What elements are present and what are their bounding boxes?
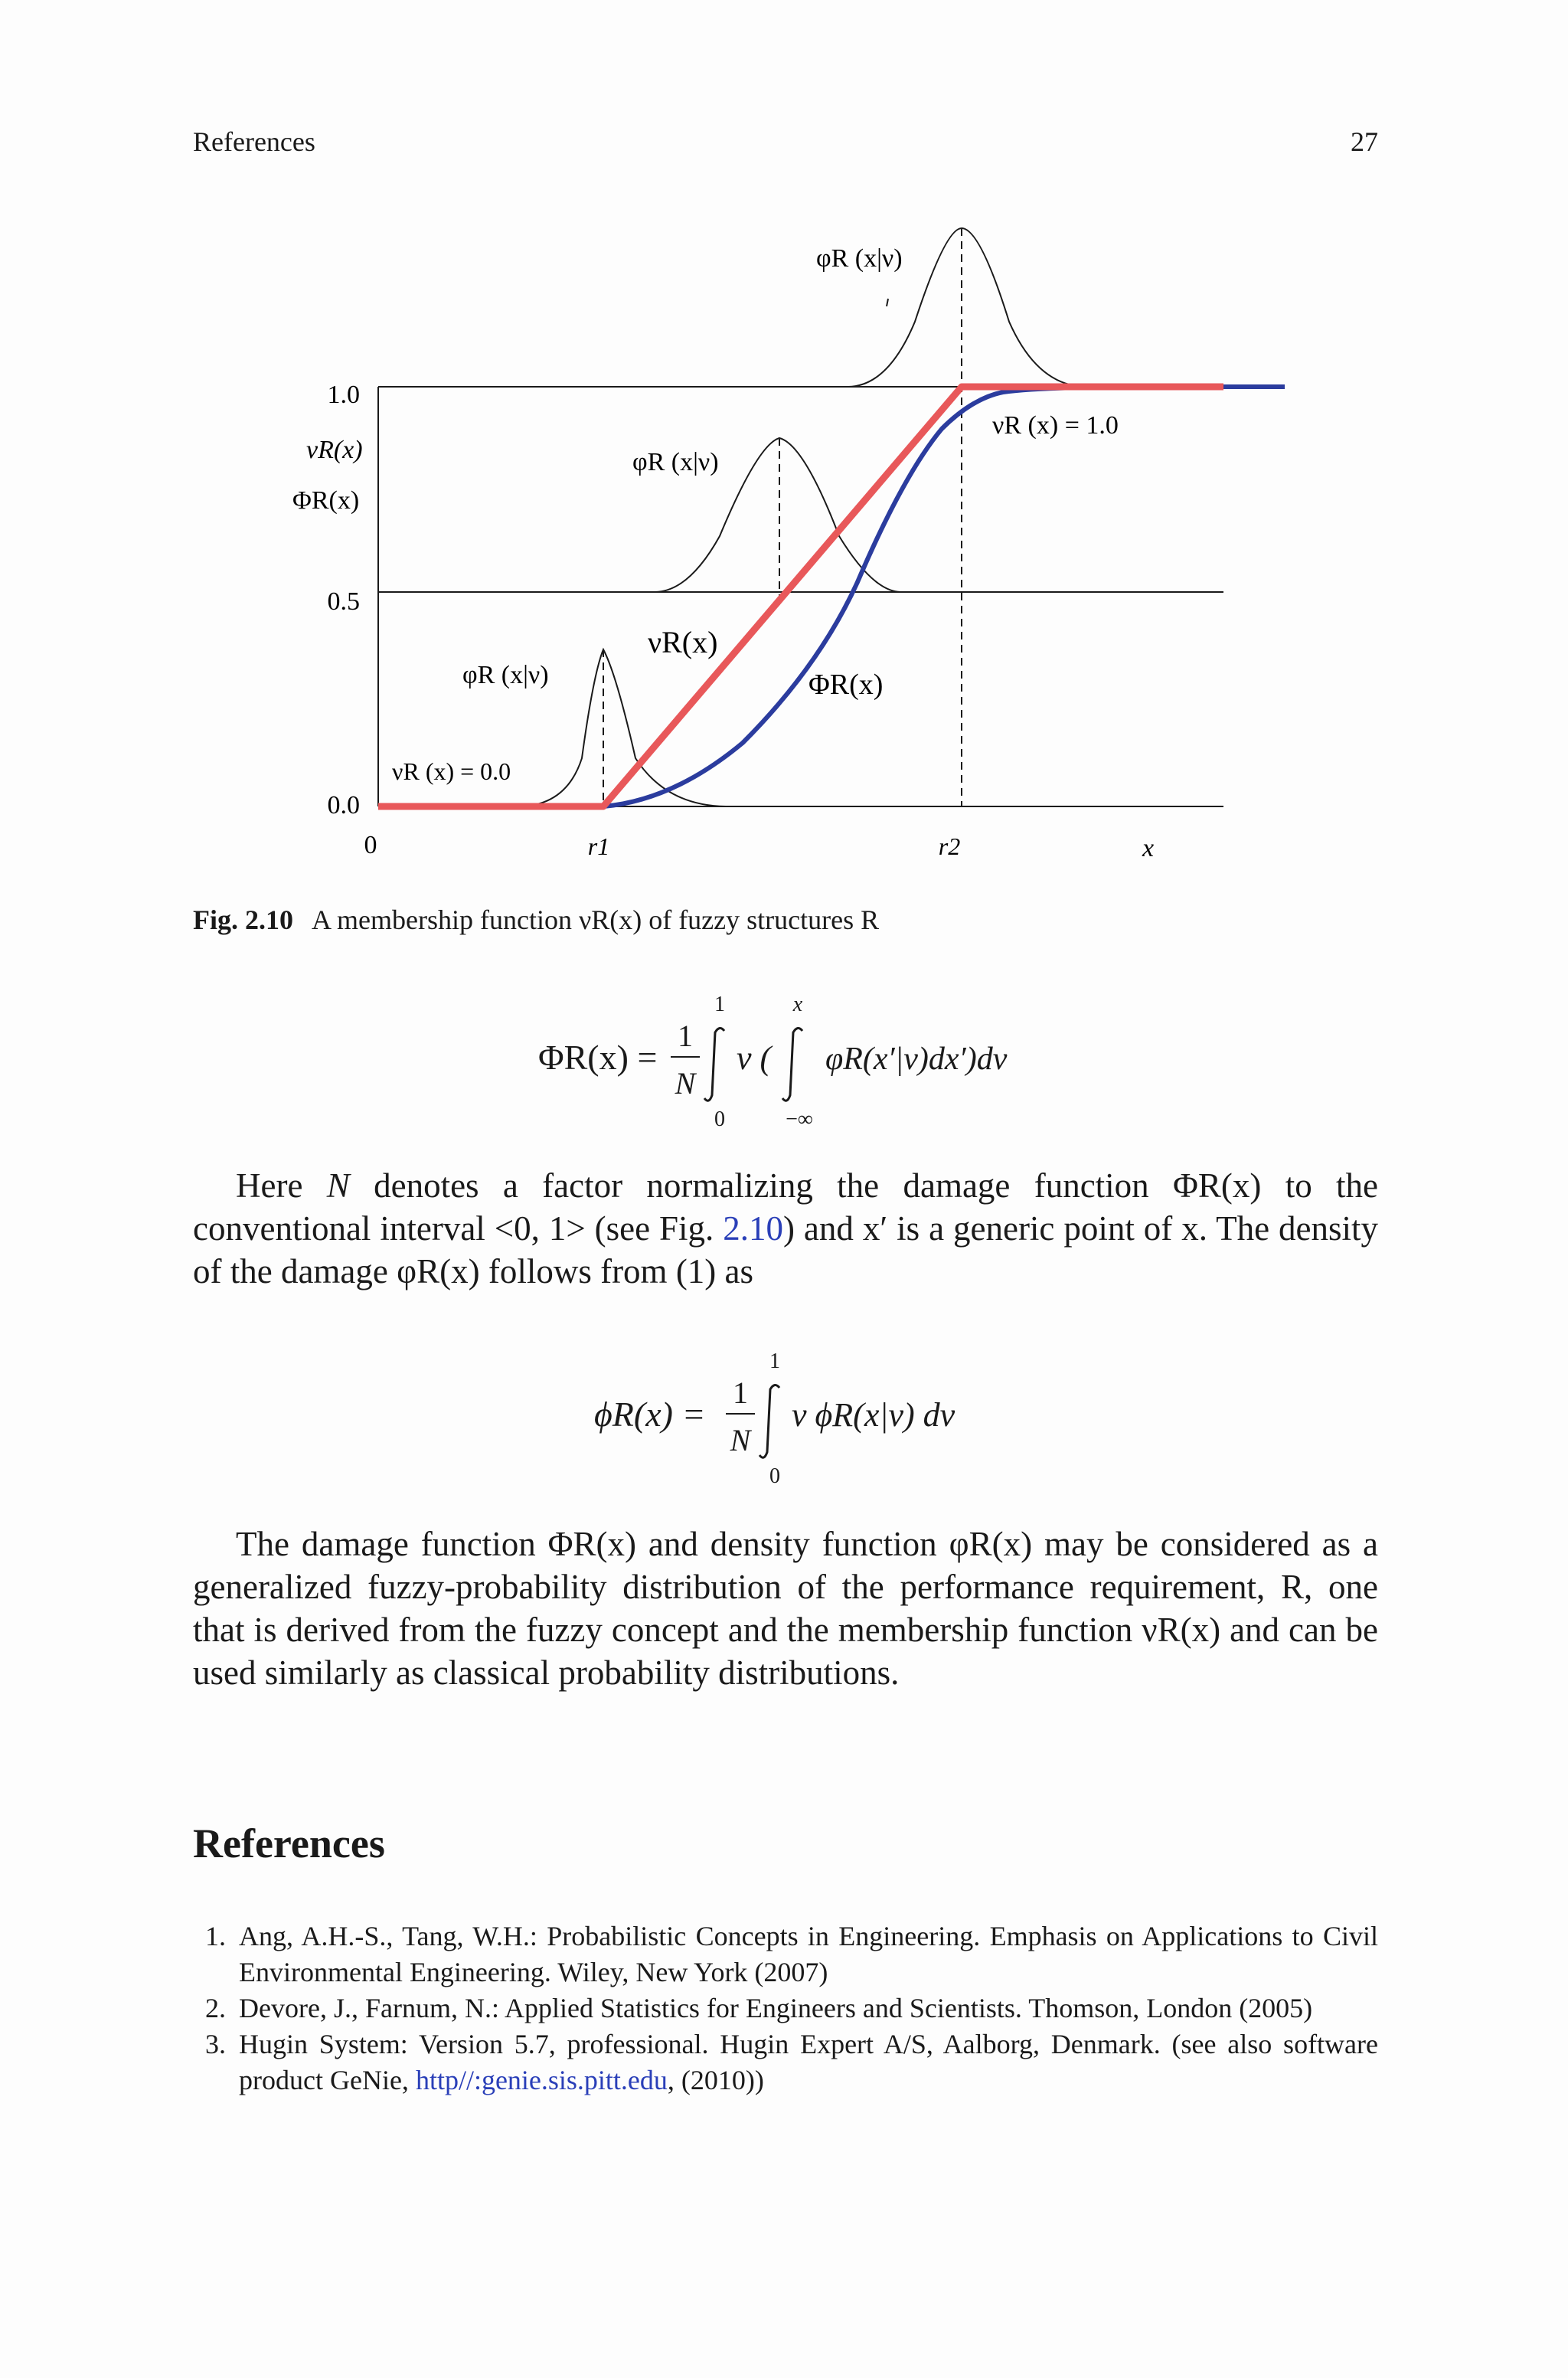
caption-text: A membership function νR(x) of fuzzy structures R [312,904,880,935]
reference-number: 2. [205,1993,226,2023]
eq1-integral-1 [704,1028,724,1101]
eq1-frac-num: 1 [678,1019,693,1053]
label-nu-line: νR(x) [648,625,718,659]
eq1-frac-den: N [675,1066,696,1101]
equation-1 [538,993,1008,1131]
reference-item [193,1918,1378,1990]
caption-label: Fig. 2.10 [193,904,293,935]
paragraph-1 [193,1164,1378,1293]
eq2-frac-num: 1 [733,1375,748,1410]
eq1-int1-lower: 0 [714,1107,725,1131]
para1-N: N [326,1166,350,1205]
x-tick-r2: r2 [938,832,961,860]
y-tick-1: 1.0 [327,381,360,409]
label-nu-zero: νR (x) = 0.0 [392,757,511,785]
reference-number: 1. [205,1921,226,1951]
equation-2 [594,1349,956,1488]
label-phi-low: φR (x|ν) [462,661,549,689]
figure-caption [193,904,879,936]
eq1-integrand-2: φR(x′|ν)dx′)dν [825,1042,1008,1077]
figure-reference-link[interactable]: 2.10 [723,1209,783,1248]
eq1-int1-upper: 1 [714,993,725,1016]
eq1-integral-2 [782,1028,802,1101]
eq2-frac-den: N [730,1423,751,1457]
stray-tick [887,299,888,306]
label-phi-top: φR (x|ν) [816,244,903,273]
para1-text-c: ) and x′ is a generic point of x. The density of the damage φR(x) follows from (1) as [193,1209,1378,1290]
y-tick-0: 0.0 [327,791,360,819]
reference-text: Devore, J., Farnum, N.: Applied Statistics for Engineers and Scientists. Thomson, London (2005) [239,1993,1313,2023]
eq2-integral [760,1385,779,1457]
reference-url-link[interactable]: http//:genie.sis.pitt.edu [415,2065,668,2095]
x-axis-name: x [1142,834,1155,862]
eq2-int-lower: 0 [769,1464,780,1488]
eq2-int-upper: 1 [769,1349,780,1373]
para1-text-a: Here [236,1166,327,1205]
eq1-int2-upper: x [792,993,803,1016]
page-number: 27 [1351,126,1378,157]
eq1-integrand-1: ν ( [737,1039,772,1077]
para1-text-b: denotes a factor normalizing the damage function ΦR(x) to the conventional interval <0, 1> (see Fig. [193,1166,1379,1248]
references-heading: References [193,1820,385,1866]
eq2-integrand: ν ϕR(x|ν) dν [792,1396,956,1434]
reference-text: Ang, A.H.-S., Tang, W.H.: Probabilistic Concepts in Engineering. Emphasis on Applications to Civil Environmental Engineering. Wiley, New York (2007) [239,1921,1378,1987]
running-head: References [193,126,315,157]
label-nu-one: νR (x) = 1.0 [992,411,1119,440]
paragraph-2: The damage function ΦR(x) and density function φR(x) may be considered as a generalized fuzzy-probability distribution of the performance requirement, R, one that is derived from the fuzzy concept and the membership function νR(x) and can be used similarly as classical probability distributions. [193,1525,1378,1692]
membership-function-line [378,387,1223,806]
y-axis-label-phi: ΦR(x) [292,486,360,515]
eq1-int2-lower: −∞ [786,1107,813,1131]
membership-function-figure [0,0,1568,904]
reference-item [193,2026,1378,2098]
label-phi-mid: φR (x|ν) [632,448,719,476]
label-phi-curve: ΦR(x) [808,669,884,701]
eq1-lhs: ΦR(x) = [538,1038,658,1077]
reference-number: 3. [205,2029,226,2059]
y-tick-05: 0.5 [327,587,360,616]
x-tick-origin: 0 [364,831,377,859]
reference-text: Hugin System: Version 5.7, professional. Hugin Expert A/S, Aalborg, Denmark. (see also software product GeNie, [239,2029,1378,2095]
eq2-lhs: ϕR(x) = [594,1395,706,1434]
reference-text-end: , (2010)) [667,2065,764,2095]
y-axis-label-nu: νR(x) [306,436,363,464]
reference-list [193,1918,1378,2098]
reference-item [193,1990,1378,2026]
x-tick-r1: r1 [587,832,610,860]
